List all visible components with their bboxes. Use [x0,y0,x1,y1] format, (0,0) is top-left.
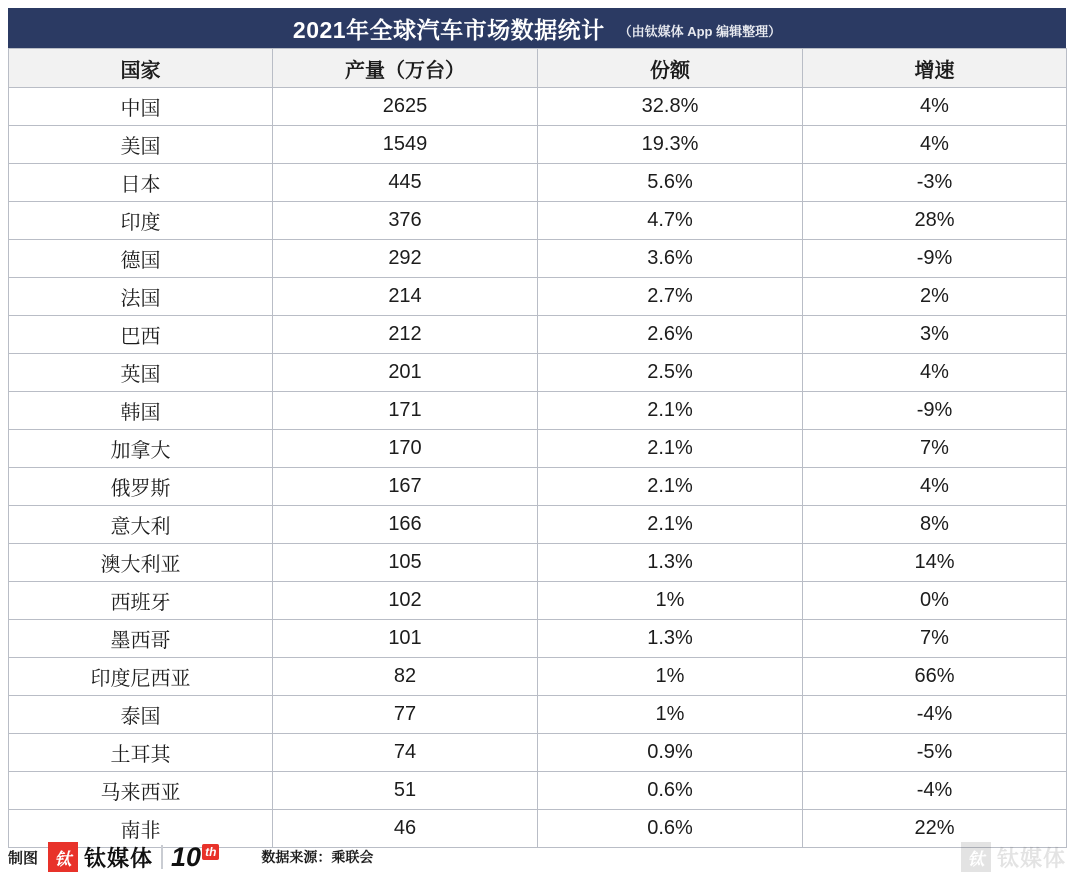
cell-output: 167 [273,468,538,506]
cell-growth: -4% [803,696,1067,734]
cell-share: 2.1% [538,392,803,430]
cell-growth: 7% [803,620,1067,658]
cell-growth: -5% [803,734,1067,772]
table-row [9,544,1067,582]
table-row [9,734,1067,772]
brand-mark-icon: 钛 [48,842,78,872]
cell-output: 166 [273,506,538,544]
cell-growth: 2% [803,278,1067,316]
footer-credit [8,842,373,872]
cell-share: 19.3% [538,126,803,164]
watermark-mark-icon: 钛 [961,842,991,872]
cell-country: 德国 [9,240,273,278]
anniversary-badge [171,842,219,873]
cell-growth: 14% [803,544,1067,582]
cell-share: 32.8% [538,88,803,126]
cell-share: 3.6% [538,240,803,278]
table-row [9,696,1067,734]
cell-output: 77 [273,696,538,734]
cell-share: 2.1% [538,430,803,468]
column-header-share: 份额 [538,49,803,88]
cell-country: 澳大利亚 [9,544,273,582]
brand-logo [48,842,219,872]
watermark-logo [961,842,1066,873]
column-header-growth: 增速 [803,49,1067,88]
watermark-name: 钛媒体 [996,845,1066,871]
column-header-output: 产量（万台） [273,49,538,88]
cell-share: 1.3% [538,544,803,582]
market-data-table [8,48,1067,848]
cell-country: 西班牙 [9,582,273,620]
table-row [9,202,1067,240]
cell-share: 4.7% [538,202,803,240]
cell-share: 1% [538,696,803,734]
cell-country: 印度 [9,202,273,240]
cell-output: 445 [273,164,538,202]
cell-country: 俄罗斯 [9,468,273,506]
table-row [9,88,1067,126]
cell-growth: 4% [803,354,1067,392]
cell-share: 2.5% [538,354,803,392]
cell-growth: 0% [803,582,1067,620]
cell-share: 5.6% [538,164,803,202]
cell-country: 日本 [9,164,273,202]
cell-share: 2.1% [538,468,803,506]
cell-output: 171 [273,392,538,430]
cell-country: 美国 [9,126,273,164]
cell-share: 0.6% [538,772,803,810]
cell-output: 46 [273,810,538,848]
cell-output: 2625 [273,88,538,126]
table-row [9,506,1067,544]
cell-output: 74 [273,734,538,772]
table-row [9,658,1067,696]
cell-growth: -9% [803,392,1067,430]
cell-growth: 7% [803,430,1067,468]
cell-share: 1% [538,658,803,696]
cell-share: 2.7% [538,278,803,316]
cell-share: 1.3% [538,620,803,658]
cell-country: 印度尼西亚 [9,658,273,696]
cell-output: 105 [273,544,538,582]
table-header-row [9,49,1067,88]
brand-name: 钛媒体 [84,845,154,871]
cell-growth: -3% [803,164,1067,202]
column-header-country: 国家 [9,49,273,88]
table-row [9,354,1067,392]
cell-output: 102 [273,582,538,620]
cell-output: 101 [273,620,538,658]
cell-growth: 4% [803,126,1067,164]
table-row [9,164,1067,202]
cell-growth: -4% [803,772,1067,810]
cell-output: 292 [273,240,538,278]
cell-growth: 3% [803,316,1067,354]
cell-growth: 22% [803,810,1067,848]
cell-output: 376 [273,202,538,240]
cell-output: 170 [273,430,538,468]
cell-output: 214 [273,278,538,316]
table-row [9,582,1067,620]
cell-growth: 8% [803,506,1067,544]
page-subtitle: （由钛媒体 App 编辑整理） [618,23,782,39]
table-row [9,620,1067,658]
cell-country: 法国 [9,278,273,316]
cell-country: 韩国 [9,392,273,430]
cell-growth: 28% [803,202,1067,240]
cell-growth: 4% [803,88,1067,126]
cell-share: 2.1% [538,506,803,544]
cell-country: 巴西 [9,316,273,354]
table-row [9,430,1067,468]
logo-divider [161,845,163,869]
cell-country: 南非 [9,810,273,848]
cell-output: 212 [273,316,538,354]
footer [8,827,1066,887]
cell-country: 泰国 [9,696,273,734]
cell-growth: 4% [803,468,1067,506]
cell-country: 中国 [9,88,273,126]
table-row [9,126,1067,164]
table-row [9,468,1067,506]
cell-country: 马来西亚 [9,772,273,810]
cell-output: 1549 [273,126,538,164]
cell-output: 201 [273,354,538,392]
cell-country: 英国 [9,354,273,392]
data-source: 数据来源：乘联会 [261,849,374,865]
cell-share: 0.9% [538,734,803,772]
table-row [9,278,1067,316]
cell-share: 2.6% [538,316,803,354]
title-bar [8,8,1066,48]
page-title: 2021年全球汽车市场数据统计 [292,16,605,43]
cell-output: 82 [273,658,538,696]
cell-growth: -9% [803,240,1067,278]
cell-country: 墨西哥 [9,620,273,658]
table-row [9,772,1067,810]
table-row [9,392,1067,430]
cell-share: 1% [538,582,803,620]
cell-country: 土耳其 [9,734,273,772]
table-row [9,240,1067,278]
credit-label: 制图 [8,849,39,867]
cell-output: 51 [273,772,538,810]
cell-growth: 66% [803,658,1067,696]
anniversary-suffix: th [202,844,219,860]
table-row [9,316,1067,354]
cell-share: 0.6% [538,810,803,848]
anniversary-number: 10 [171,841,202,872]
cell-country: 意大利 [9,506,273,544]
cell-country: 加拿大 [9,430,273,468]
